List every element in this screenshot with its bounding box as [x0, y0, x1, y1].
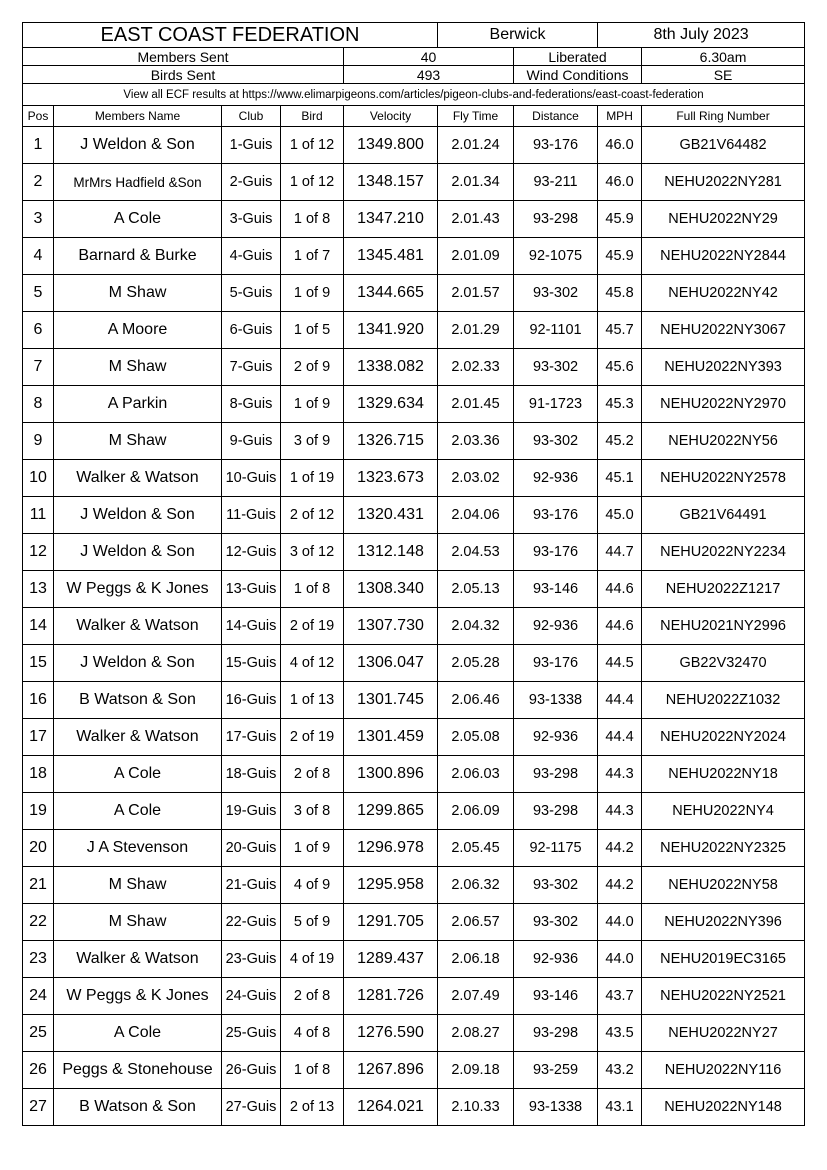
cell-distance: 93-298 [514, 793, 598, 830]
cell-mph: 45.9 [598, 201, 642, 238]
table-row [23, 164, 805, 201]
cell-fly-time: 2.01.57 [438, 275, 514, 312]
cell-bird: 3 of 9 [281, 423, 344, 460]
cell-ring-number: NEHU2022NY4 [642, 793, 805, 830]
table-row [23, 275, 805, 312]
cell-velocity: 1295.958 [344, 867, 438, 904]
link-row [23, 84, 805, 106]
table-row [23, 1089, 805, 1126]
cell-bird: 2 of 19 [281, 719, 344, 756]
birds-sent-label: Birds Sent [23, 66, 344, 84]
cell-member-name: MrMrs Hadfield &Son [54, 164, 222, 201]
cell-distance: 93-298 [514, 201, 598, 238]
cell-ring-number: NEHU2022NY2024 [642, 719, 805, 756]
cell-pos: 19 [23, 793, 54, 830]
cell-distance: 92-936 [514, 941, 598, 978]
cell-distance: 93-1338 [514, 1089, 598, 1126]
cell-club: 25-Guis [222, 1015, 281, 1052]
cell-ring-number: NEHU2022NY396 [642, 904, 805, 941]
cell-club: 26-Guis [222, 1052, 281, 1089]
cell-mph: 44.6 [598, 608, 642, 645]
table-row [23, 756, 805, 793]
cell-fly-time: 2.08.27 [438, 1015, 514, 1052]
cell-mph: 44.6 [598, 571, 642, 608]
cell-club: 16-Guis [222, 682, 281, 719]
cell-pos: 12 [23, 534, 54, 571]
cell-velocity: 1347.210 [344, 201, 438, 238]
cell-bird: 2 of 9 [281, 349, 344, 386]
cell-fly-time: 2.05.13 [438, 571, 514, 608]
cell-mph: 45.8 [598, 275, 642, 312]
cell-mph: 43.2 [598, 1052, 642, 1089]
cell-fly-time: 2.04.53 [438, 534, 514, 571]
cell-ring-number: GB22V32470 [642, 645, 805, 682]
cell-velocity: 1345.481 [344, 238, 438, 275]
race-location: Berwick [438, 23, 598, 48]
cell-distance: 93-302 [514, 349, 598, 386]
col-members-name: Members Name [54, 106, 222, 127]
cell-velocity: 1312.148 [344, 534, 438, 571]
cell-distance: 92-1075 [514, 238, 598, 275]
cell-velocity: 1349.800 [344, 127, 438, 164]
cell-fly-time: 2.05.08 [438, 719, 514, 756]
cell-mph: 44.2 [598, 830, 642, 867]
cell-fly-time: 2.01.09 [438, 238, 514, 275]
cell-member-name: M Shaw [54, 867, 222, 904]
cell-pos: 21 [23, 867, 54, 904]
cell-member-name: M Shaw [54, 423, 222, 460]
cell-ring-number: NEHU2022NY29 [642, 201, 805, 238]
cell-mph: 45.0 [598, 497, 642, 534]
cell-bird: 2 of 13 [281, 1089, 344, 1126]
cell-club: 5-Guis [222, 275, 281, 312]
table-row [23, 534, 805, 571]
cell-mph: 46.0 [598, 164, 642, 201]
cell-pos: 5 [23, 275, 54, 312]
cell-ring-number: NEHU2022NY148 [642, 1089, 805, 1126]
cell-pos: 22 [23, 904, 54, 941]
cell-pos: 14 [23, 608, 54, 645]
cell-club: 24-Guis [222, 978, 281, 1015]
cell-velocity: 1267.896 [344, 1052, 438, 1089]
cell-mph: 43.7 [598, 978, 642, 1015]
members-row [23, 48, 805, 66]
results-sheet [22, 22, 804, 1126]
cell-bird: 1 of 19 [281, 460, 344, 497]
col-mph: MPH [598, 106, 642, 127]
cell-fly-time: 2.02.33 [438, 349, 514, 386]
cell-club: 27-Guis [222, 1089, 281, 1126]
cell-fly-time: 2.04.06 [438, 497, 514, 534]
cell-bird: 2 of 12 [281, 497, 344, 534]
cell-velocity: 1289.437 [344, 941, 438, 978]
cell-fly-time: 2.06.09 [438, 793, 514, 830]
cell-member-name: Walker & Watson [54, 719, 222, 756]
cell-mph: 44.4 [598, 719, 642, 756]
cell-bird: 1 of 7 [281, 238, 344, 275]
table-row [23, 238, 805, 275]
cell-member-name: Walker & Watson [54, 460, 222, 497]
cell-fly-time: 2.07.49 [438, 978, 514, 1015]
cell-pos: 23 [23, 941, 54, 978]
cell-mph: 44.3 [598, 793, 642, 830]
cell-velocity: 1299.865 [344, 793, 438, 830]
cell-distance: 93-176 [514, 534, 598, 571]
col-fly-time: Fly Time [438, 106, 514, 127]
table-row [23, 201, 805, 238]
cell-ring-number: NEHU2021NY2996 [642, 608, 805, 645]
cell-pos: 3 [23, 201, 54, 238]
members-sent-value: 40 [344, 48, 514, 66]
cell-member-name: B Watson & Son [54, 1089, 222, 1126]
cell-pos: 13 [23, 571, 54, 608]
cell-bird: 1 of 5 [281, 312, 344, 349]
cell-fly-time: 2.05.45 [438, 830, 514, 867]
cell-pos: 26 [23, 1052, 54, 1089]
cell-club: 9-Guis [222, 423, 281, 460]
cell-fly-time: 2.06.46 [438, 682, 514, 719]
cell-velocity: 1348.157 [344, 164, 438, 201]
results-table [22, 22, 805, 1126]
cell-mph: 45.9 [598, 238, 642, 275]
cell-member-name: Barnard & Burke [54, 238, 222, 275]
cell-distance: 93-176 [514, 497, 598, 534]
cell-velocity: 1341.920 [344, 312, 438, 349]
table-row [23, 460, 805, 497]
table-row [23, 1052, 805, 1089]
cell-bird: 4 of 19 [281, 941, 344, 978]
cell-ring-number: NEHU2022NY27 [642, 1015, 805, 1052]
cell-mph: 44.7 [598, 534, 642, 571]
cell-bird: 3 of 12 [281, 534, 344, 571]
cell-club: 22-Guis [222, 904, 281, 941]
cell-pos: 25 [23, 1015, 54, 1052]
cell-club: 8-Guis [222, 386, 281, 423]
cell-mph: 45.2 [598, 423, 642, 460]
cell-pos: 16 [23, 682, 54, 719]
cell-club: 14-Guis [222, 608, 281, 645]
cell-ring-number: NEHU2022NY2970 [642, 386, 805, 423]
cell-distance: 93-1338 [514, 682, 598, 719]
cell-mph: 44.3 [598, 756, 642, 793]
cell-ring-number: NEHU2022Z1032 [642, 682, 805, 719]
cell-bird: 2 of 8 [281, 756, 344, 793]
cell-member-name: W Peggs & K Jones [54, 571, 222, 608]
table-row [23, 349, 805, 386]
cell-member-name: A Cole [54, 201, 222, 238]
cell-member-name: J A Stevenson [54, 830, 222, 867]
cell-velocity: 1276.590 [344, 1015, 438, 1052]
cell-ring-number: NEHU2022NY2234 [642, 534, 805, 571]
cell-velocity: 1264.021 [344, 1089, 438, 1126]
cell-velocity: 1308.340 [344, 571, 438, 608]
cell-fly-time: 2.01.43 [438, 201, 514, 238]
cell-velocity: 1338.082 [344, 349, 438, 386]
cell-pos: 15 [23, 645, 54, 682]
cell-velocity: 1301.459 [344, 719, 438, 756]
cell-pos: 18 [23, 756, 54, 793]
cell-bird: 4 of 12 [281, 645, 344, 682]
table-row [23, 386, 805, 423]
cell-bird: 1 of 12 [281, 164, 344, 201]
cell-ring-number: NEHU2022Z1217 [642, 571, 805, 608]
cell-member-name: J Weldon & Son [54, 497, 222, 534]
cell-fly-time: 2.01.34 [438, 164, 514, 201]
table-row [23, 571, 805, 608]
cell-fly-time: 2.03.02 [438, 460, 514, 497]
cell-bird: 1 of 9 [281, 386, 344, 423]
cell-club: 12-Guis [222, 534, 281, 571]
cell-velocity: 1296.978 [344, 830, 438, 867]
cell-ring-number: NEHU2022NY18 [642, 756, 805, 793]
cell-bird: 1 of 8 [281, 201, 344, 238]
cell-club: 15-Guis [222, 645, 281, 682]
cell-bird: 1 of 9 [281, 275, 344, 312]
cell-fly-time: 2.01.24 [438, 127, 514, 164]
cell-fly-time: 2.06.18 [438, 941, 514, 978]
cell-ring-number: NEHU2019EC3165 [642, 941, 805, 978]
birds-row [23, 66, 805, 84]
cell-club: 19-Guis [222, 793, 281, 830]
cell-distance: 93-302 [514, 423, 598, 460]
col-distance: Distance [514, 106, 598, 127]
cell-bird: 1 of 12 [281, 127, 344, 164]
cell-bird: 1 of 13 [281, 682, 344, 719]
cell-ring-number: NEHU2022NY58 [642, 867, 805, 904]
col-bird: Bird [281, 106, 344, 127]
cell-ring-number: NEHU2022NY2578 [642, 460, 805, 497]
results-body [23, 127, 805, 1126]
cell-distance: 92-1101 [514, 312, 598, 349]
table-row [23, 867, 805, 904]
cell-distance: 93-211 [514, 164, 598, 201]
cell-distance: 92-936 [514, 460, 598, 497]
cell-distance: 93-302 [514, 867, 598, 904]
cell-member-name: J Weldon & Son [54, 534, 222, 571]
cell-member-name: A Cole [54, 1015, 222, 1052]
cell-club: 11-Guis [222, 497, 281, 534]
cell-club: 3-Guis [222, 201, 281, 238]
cell-mph: 45.1 [598, 460, 642, 497]
col-velocity: Velocity [344, 106, 438, 127]
cell-member-name: M Shaw [54, 275, 222, 312]
cell-mph: 44.0 [598, 904, 642, 941]
column-header-row [23, 106, 805, 127]
cell-pos: 24 [23, 978, 54, 1015]
cell-distance: 93-302 [514, 275, 598, 312]
cell-club: 7-Guis [222, 349, 281, 386]
cell-velocity: 1323.673 [344, 460, 438, 497]
cell-distance: 93-176 [514, 127, 598, 164]
title-row [23, 23, 805, 48]
col-pos: Pos [23, 106, 54, 127]
cell-club: 21-Guis [222, 867, 281, 904]
cell-mph: 45.7 [598, 312, 642, 349]
cell-distance: 93-298 [514, 756, 598, 793]
cell-pos: 20 [23, 830, 54, 867]
cell-mph: 44.4 [598, 682, 642, 719]
cell-ring-number: NEHU2022NY56 [642, 423, 805, 460]
cell-pos: 1 [23, 127, 54, 164]
cell-ring-number: NEHU2022NY42 [642, 275, 805, 312]
table-row [23, 682, 805, 719]
cell-velocity: 1344.665 [344, 275, 438, 312]
cell-pos: 27 [23, 1089, 54, 1126]
cell-member-name: Peggs & Stonehouse [54, 1052, 222, 1089]
table-row [23, 645, 805, 682]
cell-velocity: 1301.745 [344, 682, 438, 719]
cell-pos: 9 [23, 423, 54, 460]
table-row [23, 1015, 805, 1052]
cell-club: 1-Guis [222, 127, 281, 164]
race-date: 8th July 2023 [598, 23, 805, 48]
cell-bird: 1 of 8 [281, 1052, 344, 1089]
table-row [23, 793, 805, 830]
cell-mph: 44.5 [598, 645, 642, 682]
cell-ring-number: NEHU2022NY393 [642, 349, 805, 386]
cell-ring-number: NEHU2022NY2521 [642, 978, 805, 1015]
liberated-label: Liberated [514, 48, 642, 66]
members-sent-label: Members Sent [23, 48, 344, 66]
cell-member-name: A Parkin [54, 386, 222, 423]
cell-fly-time: 2.06.57 [438, 904, 514, 941]
cell-pos: 17 [23, 719, 54, 756]
cell-ring-number: NEHU2022NY116 [642, 1052, 805, 1089]
cell-bird: 1 of 9 [281, 830, 344, 867]
birds-sent-value: 493 [344, 66, 514, 84]
cell-ring-number: GB21V64491 [642, 497, 805, 534]
cell-member-name: A Cole [54, 793, 222, 830]
cell-distance: 91-1723 [514, 386, 598, 423]
cell-pos: 4 [23, 238, 54, 275]
cell-ring-number: NEHU2022NY281 [642, 164, 805, 201]
table-row [23, 978, 805, 1015]
cell-member-name: Walker & Watson [54, 608, 222, 645]
liberated-value: 6.30am [642, 48, 805, 66]
cell-member-name: M Shaw [54, 349, 222, 386]
cell-mph: 44.0 [598, 941, 642, 978]
cell-fly-time: 2.05.28 [438, 645, 514, 682]
cell-ring-number: NEHU2022NY2325 [642, 830, 805, 867]
cell-club: 2-Guis [222, 164, 281, 201]
cell-fly-time: 2.06.32 [438, 867, 514, 904]
table-row [23, 312, 805, 349]
cell-distance: 92-936 [514, 719, 598, 756]
cell-member-name: Walker & Watson [54, 941, 222, 978]
cell-pos: 6 [23, 312, 54, 349]
cell-ring-number: NEHU2022NY3067 [642, 312, 805, 349]
cell-pos: 8 [23, 386, 54, 423]
cell-member-name: A Cole [54, 756, 222, 793]
table-row [23, 608, 805, 645]
cell-distance: 92-1175 [514, 830, 598, 867]
cell-fly-time: 2.10.33 [438, 1089, 514, 1126]
cell-pos: 7 [23, 349, 54, 386]
cell-velocity: 1281.726 [344, 978, 438, 1015]
cell-club: 18-Guis [222, 756, 281, 793]
cell-distance: 93-259 [514, 1052, 598, 1089]
cell-member-name: J Weldon & Son [54, 645, 222, 682]
wind-label: Wind Conditions [514, 66, 642, 84]
table-row [23, 127, 805, 164]
results-link[interactable]: View all ECF results at https://www.elimarpigeons.com/articles/pigeon-clubs-and-federations/east-coast-federation [23, 84, 805, 106]
cell-mph: 43.5 [598, 1015, 642, 1052]
cell-club: 23-Guis [222, 941, 281, 978]
cell-member-name: B Watson & Son [54, 682, 222, 719]
cell-fly-time: 2.01.45 [438, 386, 514, 423]
cell-distance: 93-302 [514, 904, 598, 941]
cell-pos: 2 [23, 164, 54, 201]
cell-fly-time: 2.09.18 [438, 1052, 514, 1089]
cell-mph: 43.1 [598, 1089, 642, 1126]
table-row [23, 497, 805, 534]
table-row [23, 719, 805, 756]
cell-velocity: 1320.431 [344, 497, 438, 534]
cell-pos: 10 [23, 460, 54, 497]
cell-club: 20-Guis [222, 830, 281, 867]
federation-title: EAST COAST FEDERATION [23, 23, 438, 48]
cell-bird: 2 of 8 [281, 978, 344, 1015]
cell-fly-time: 2.03.36 [438, 423, 514, 460]
cell-fly-time: 2.06.03 [438, 756, 514, 793]
cell-mph: 45.6 [598, 349, 642, 386]
cell-fly-time: 2.04.32 [438, 608, 514, 645]
cell-member-name: W Peggs & K Jones [54, 978, 222, 1015]
cell-member-name: A Moore [54, 312, 222, 349]
cell-velocity: 1329.634 [344, 386, 438, 423]
cell-distance: 93-146 [514, 978, 598, 1015]
cell-fly-time: 2.01.29 [438, 312, 514, 349]
cell-distance: 92-936 [514, 608, 598, 645]
cell-bird: 2 of 19 [281, 608, 344, 645]
table-row [23, 423, 805, 460]
cell-club: 6-Guis [222, 312, 281, 349]
cell-ring-number: GB21V64482 [642, 127, 805, 164]
cell-velocity: 1291.705 [344, 904, 438, 941]
cell-velocity: 1306.047 [344, 645, 438, 682]
cell-member-name: J Weldon & Son [54, 127, 222, 164]
cell-club: 10-Guis [222, 460, 281, 497]
cell-club: 13-Guis [222, 571, 281, 608]
cell-bird: 5 of 9 [281, 904, 344, 941]
col-ring-number: Full Ring Number [642, 106, 805, 127]
cell-club: 17-Guis [222, 719, 281, 756]
cell-ring-number: NEHU2022NY2844 [642, 238, 805, 275]
table-row [23, 830, 805, 867]
cell-mph: 44.2 [598, 867, 642, 904]
cell-mph: 45.3 [598, 386, 642, 423]
cell-velocity: 1307.730 [344, 608, 438, 645]
cell-velocity: 1326.715 [344, 423, 438, 460]
cell-club: 4-Guis [222, 238, 281, 275]
cell-mph: 46.0 [598, 127, 642, 164]
col-club: Club [222, 106, 281, 127]
cell-bird: 4 of 9 [281, 867, 344, 904]
cell-bird: 4 of 8 [281, 1015, 344, 1052]
wind-value: SE [642, 66, 805, 84]
cell-velocity: 1300.896 [344, 756, 438, 793]
cell-bird: 3 of 8 [281, 793, 344, 830]
cell-member-name: M Shaw [54, 904, 222, 941]
cell-distance: 93-176 [514, 645, 598, 682]
cell-distance: 93-146 [514, 571, 598, 608]
table-row [23, 941, 805, 978]
cell-distance: 93-298 [514, 1015, 598, 1052]
table-row [23, 904, 805, 941]
cell-pos: 11 [23, 497, 54, 534]
cell-bird: 1 of 8 [281, 571, 344, 608]
